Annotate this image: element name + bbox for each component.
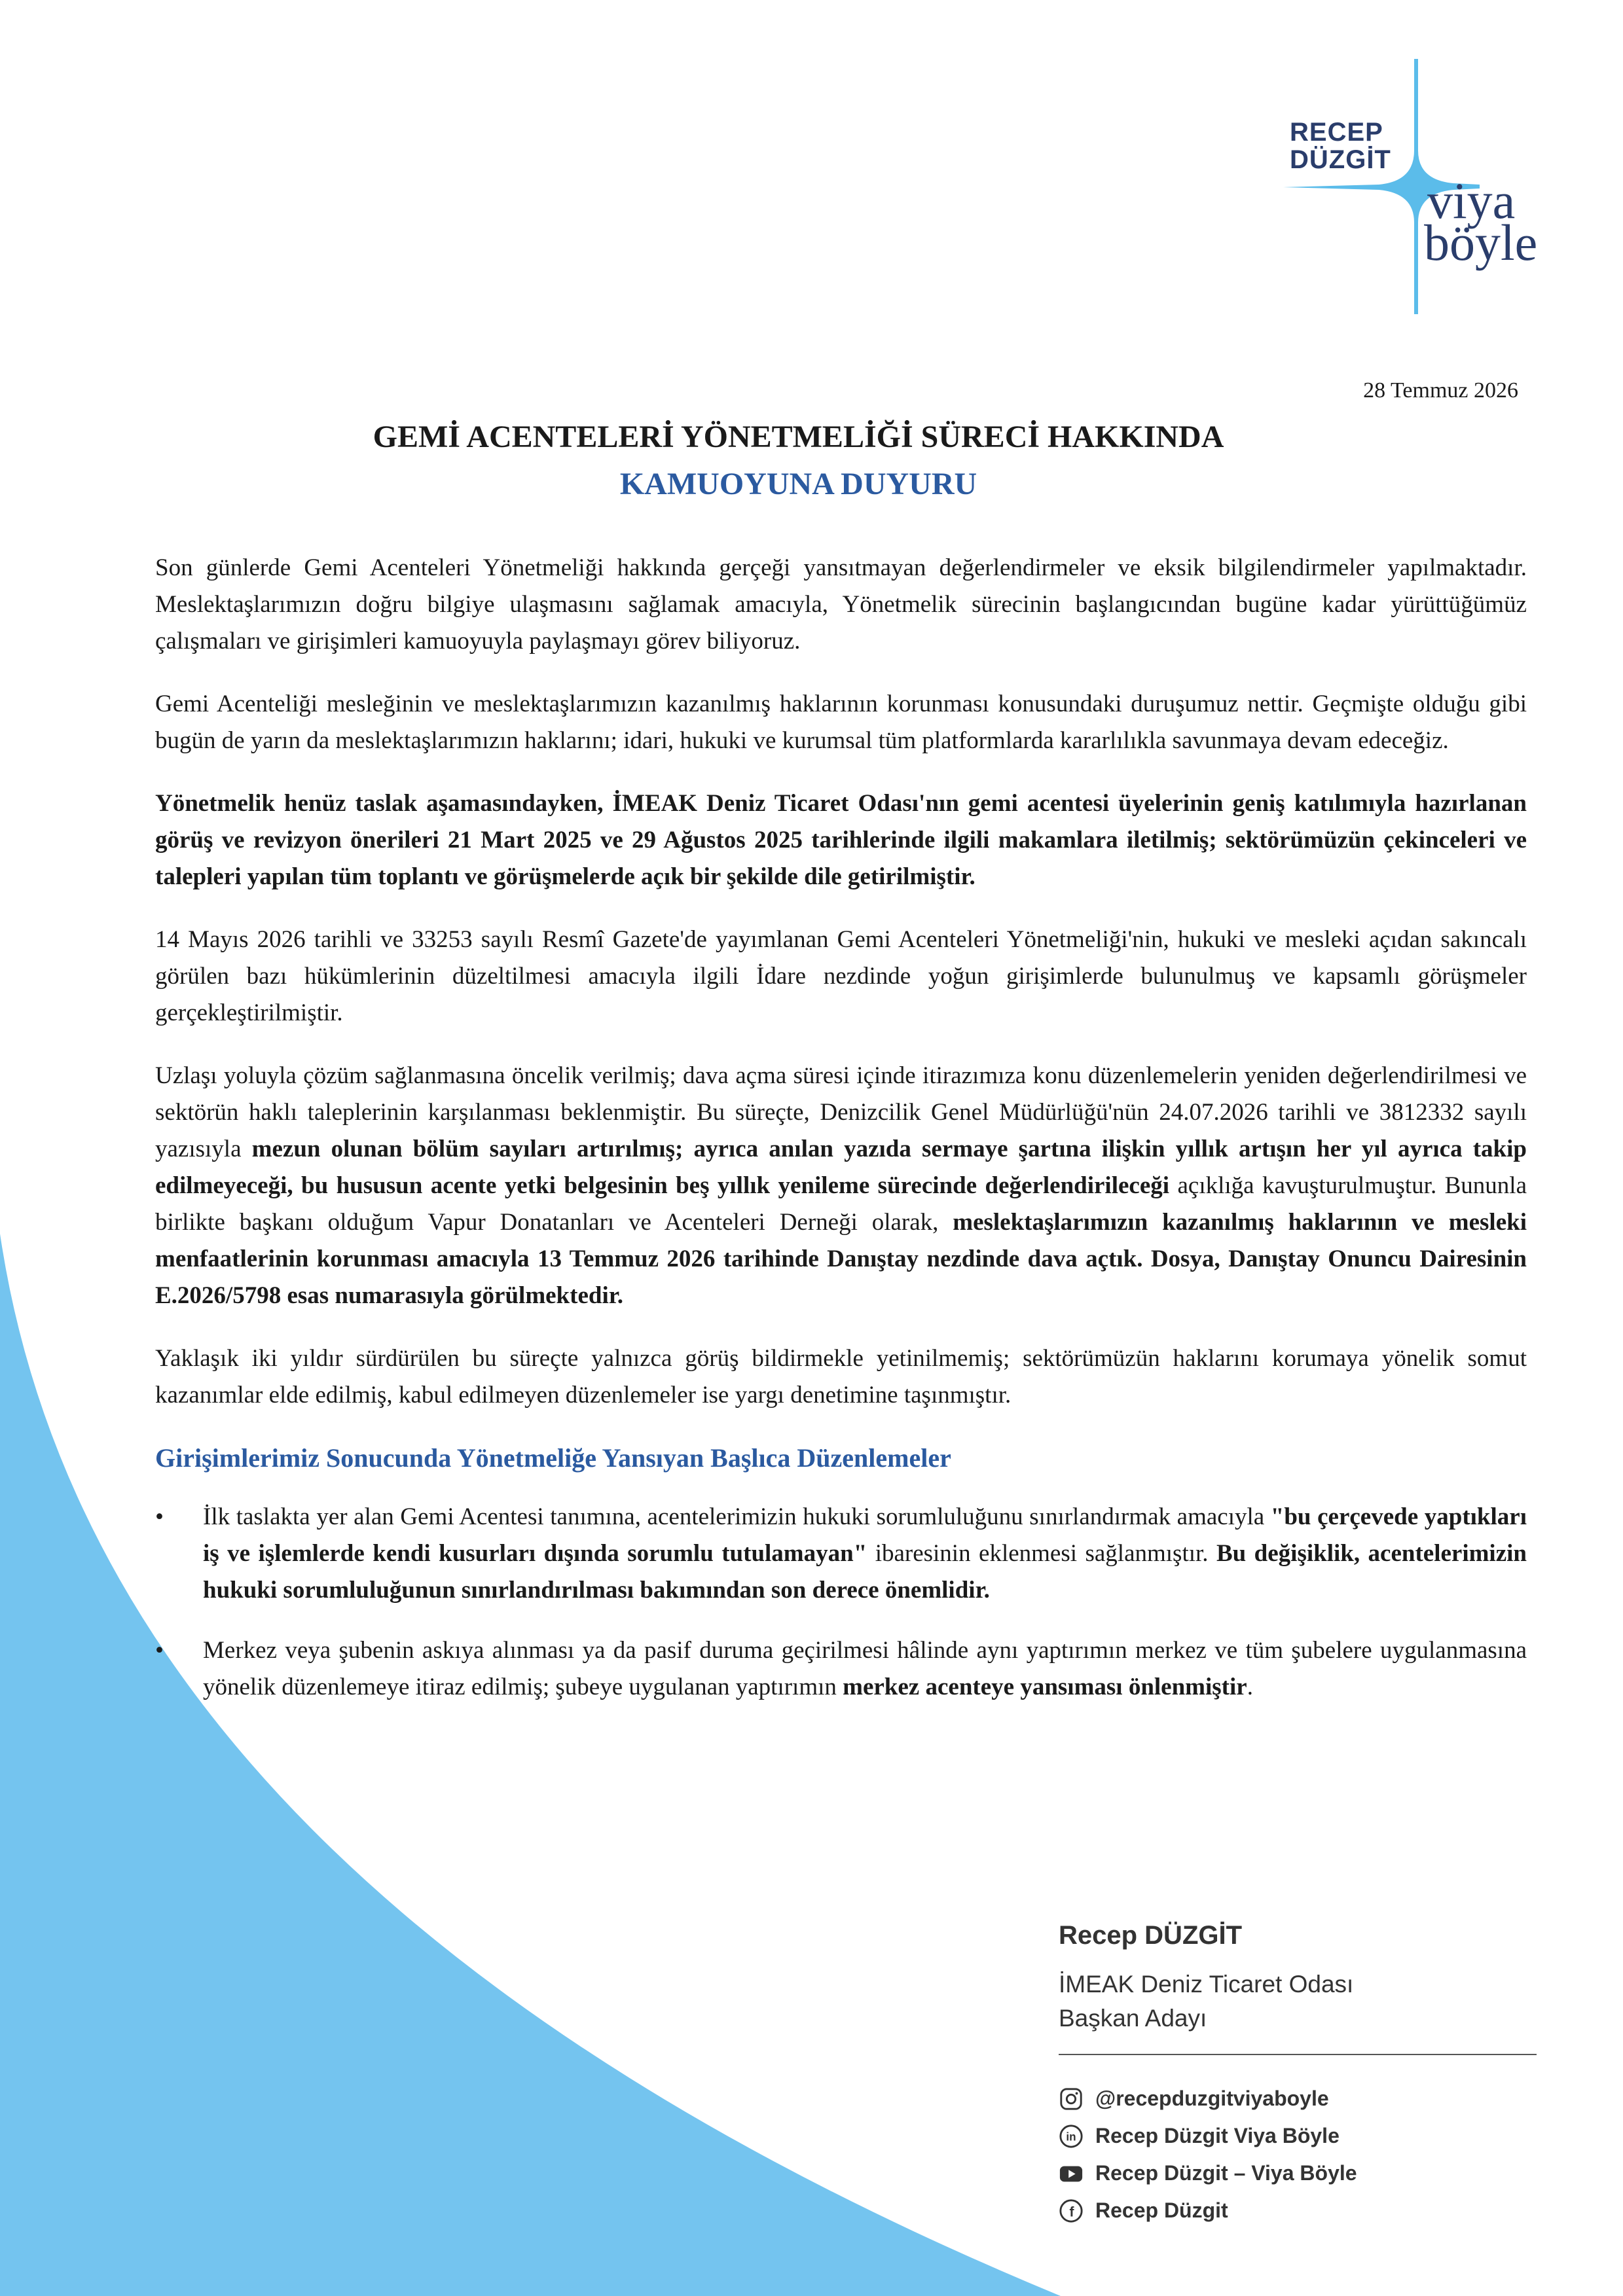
linkedin-icon [1059, 2124, 1084, 2149]
instagram-handle: @recepduzgitviyaboyle [1095, 2087, 1329, 2110]
paragraph-5-part-a: Uzlaşı yoluyla çözüm sağlanmasına öncelik verilmiş; dava açma süresi içinde itirazımıza konu düzenlemelerin yeniden değerlendirilmesi ve sektörün haklı taleplerinin karşılanması beklenmiştir. Bu süreçte, Denizcilik Genel Müdürlüğü'nün 24.07.2026 tarihli ve 3812332 sayılı yazısıyla [155, 1062, 1527, 1162]
bullet-1-part-a: İlk taslakta yer alan Gemi Acentesi tanımına, acentelerimizin hukuki sorumluluğunu sınırlandırmak amacıyla [203, 1503, 1271, 1530]
social-instagram[interactable] [1059, 2080, 1357, 2117]
signature-role-2: Başkan Adayı [1059, 2005, 1207, 2032]
signature-name: Recep DÜZGİT [1059, 1921, 1243, 1950]
signature-divider [1059, 2054, 1537, 2055]
paragraph-5-bold-d: meslektaşlarımızın kazanılmış haklarının ve mesleki menfaatlerinin korunması amacıyla 13 Temmuz 2026 tarihinde Danıştay nezdinde dava açtık. Dosya, Danıştay Onuncu Dairesinin E.2026/5798 esas numarasıyla görülmektedir. [155, 1209, 1527, 1309]
section-heading: Girişimlerimiz Sonucunda Yönetmeliğe Yansıyan Başlıca Düzenlemeler [155, 1443, 951, 1473]
signature-block [1059, 1918, 1353, 2036]
social-facebook[interactable] [1059, 2192, 1357, 2229]
bullet-2-part-c: . [1247, 1674, 1253, 1700]
paragraph-5 [155, 1058, 1527, 1314]
page-title: GEMİ ACENTELERİ YÖNETMELİĞİ SÜRECİ HAKKINDA [373, 420, 1224, 454]
document-body [155, 550, 1527, 1729]
logo-name-line1: RECEP [1290, 118, 1383, 147]
page-subtitle: KAMUOYUNA DUYURU [619, 467, 977, 501]
bullet-2-bold-b: merkez acenteye yansıması önlenmiştir [843, 1674, 1247, 1700]
signature-role-1: İMEAK Deniz Ticaret Odası [1059, 1971, 1354, 1998]
paragraph-4: 14 Mayıs 2026 tarihli ve 33253 sayılı Resmî Gazete'de yayımlanan Gemi Acenteleri Yönetmeliği'nin, hukuki ve mesleki açıdan sakıncalı görülen bazı hükümlerinin düzeltilmesi amacıyla ilgili İdare nezdinde yoğun girişimlerde bulunulmuş ve kapsamlı görüşmeler gerçekleştirilmiştir. [155, 926, 1527, 1026]
facebook-name: Recep Düzgit [1095, 2198, 1228, 2222]
bullet-1-part-c: ibaresinin eklenmesi sağlanmıştır. [867, 1540, 1216, 1567]
bullet-2-part-a: Merkez veya şubenin askıya alınması ya da pasif duruma geçirilmesi hâlinde aynı yaptırımın merkez ve tüm şubelere uygulanmasına yönelik düzenlemeye itiraz edilmiş; şubeye uygulanan yaptırımın [203, 1637, 1527, 1700]
social-youtube[interactable] [1059, 2155, 1357, 2192]
bullet-1-bold-b: "bu çerçevede yaptıkları iş ve işlemlerde kendi kusurları dışında sorumlu tutulamayan" [203, 1503, 1527, 1567]
youtube-name: Recep Düzgit – Viya Böyle [1095, 2161, 1357, 2185]
logo-viya: viya [1427, 172, 1516, 229]
linkedin-name: Recep Düzgit Viya Böyle [1095, 2124, 1340, 2147]
logo-name-line2: DÜZGİT [1290, 145, 1391, 174]
paragraph-5-bold-b: mezun olunan bölüm sayıları artırılmış; ayrıca anılan yazıda sermaye şartına ilişkin yıllık artışın her yıl ayrıca takip edilmeyeceği, bu hususun acente yetki belgesinin beş yıllık yenileme sürecinde değerlendirileceği [155, 1136, 1527, 1199]
bullet-1-bold-d: Bu değişiklik, acentelerimizin hukuki sorumluluğunun sınırlandırılması bakımından son derece önemlidir. [203, 1540, 1527, 1604]
paragraph-5-part-c: açıklığa kavuşturulmuştur. Bununla birlikte başkanı olduğum Vapur Donatanları ve Acenteleri Derneği olarak, [155, 1172, 1527, 1236]
paragraph-6: Yaklaşık iki yıldır sürdürülen bu süreçte yalnızca görüş bildirmekle yetinilmemiş; sektörümüzün haklarını korumaya yönelik somut kazanımlar elde edilmiş, kabul edilmeyen düzenlemeler ise yargı denetimine taşınmıştır. [155, 1345, 1527, 1408]
paragraph-3-bold: Yönetmelik henüz taslak aşamasındayken, İMEAK Deniz Ticaret Odası'nın gemi acentesi üyelerinin geniş katılımıyla hazırlanan görüş ve revizyon önerileri 21 Mart 2025 ve 29 Ağustos 2025 tarihlerinde ilgili makamlara iletilmiş; sektörümüzün çekinceleri ve talepleri yapılan tüm toplantı ve görüşmelerde açık bir şekilde dile getirilmiştir. [155, 790, 1527, 890]
youtube-icon [1059, 2161, 1084, 2186]
paragraph-1: Son günlerde Gemi Acenteleri Yönetmeliği hakkında gerçeği yansıtmayan değerlendirmeler ve eksik bilgilendirmeler yapılmaktadır. Meslektaşlarımızın doğru bilgiye ulaşmasını sağlamak amacıyla, Yönetmelik sürecinin başlangıcından bugüne kadar yürüttüğümüz çalışmaları ve girişimleri kamuoyuyla paylaşmayı görev biliyoruz. [155, 554, 1527, 655]
social-links [1059, 2080, 1357, 2229]
paragraph-2: Gemi Acenteliği mesleğinin ve meslektaşlarımızın kazanılmış haklarının korunması konusundaki duruşumuz nettir. Geçmişte olduğu gibi bugün de yarın da meslektaşlarımızın haklarını; idari, hukuki ve kurumsal tüm platformlarda kararlılıkla savunmaya devam edeceğiz. [155, 691, 1527, 754]
paragraph-3 [155, 785, 1527, 895]
document-date: 28 Temmuz 2026 [1363, 378, 1518, 403]
instagram-icon [1059, 2087, 1084, 2111]
facebook-icon [1059, 2198, 1084, 2223]
bullet-item [155, 1632, 1527, 1706]
logo-boyle: böyle [1424, 214, 1538, 271]
bullet-list [155, 1499, 1527, 1706]
svg-text:in: in [1066, 2130, 1076, 2144]
social-linkedin[interactable] [1059, 2117, 1357, 2155]
bullet-item [155, 1499, 1527, 1609]
logo-star-icon [1283, 59, 1558, 314]
logo [1283, 59, 1558, 314]
svg-text:f: f [1069, 2204, 1074, 2220]
